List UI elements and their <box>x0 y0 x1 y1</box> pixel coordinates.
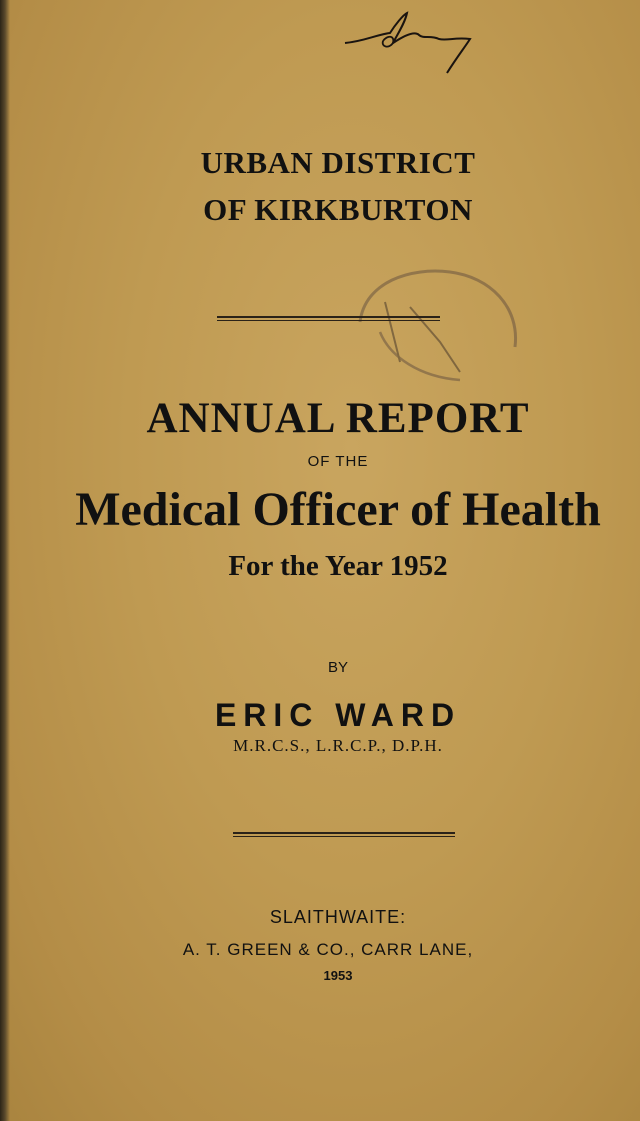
publication-year: 1953 <box>323 968 353 983</box>
author-name: ERIC WARD <box>214 697 462 733</box>
district-line-2: OF KIRKBURTON <box>203 192 473 227</box>
of-the-label: OF THE <box>307 453 369 470</box>
report-title: ANNUAL REPORT <box>146 395 530 442</box>
publisher-printer: A. T. GREEN & CO., CARR LANE, <box>182 940 474 959</box>
author-qualifications: M.R.C.S., L.R.C.P., D.P.H. <box>233 736 443 755</box>
bottom-rule <box>233 832 455 837</box>
publisher-place: SLAITHWAITE: <box>269 907 407 927</box>
report-year: For the Year 1952 <box>228 550 448 582</box>
by-label: BY <box>327 659 348 676</box>
report-subject: Medical Officer of Health <box>75 483 601 536</box>
library-stamp <box>340 262 530 392</box>
top-rule <box>217 316 440 321</box>
district-line-1: URBAN DISTRICT <box>200 145 476 180</box>
handwritten-signature <box>335 5 485 80</box>
